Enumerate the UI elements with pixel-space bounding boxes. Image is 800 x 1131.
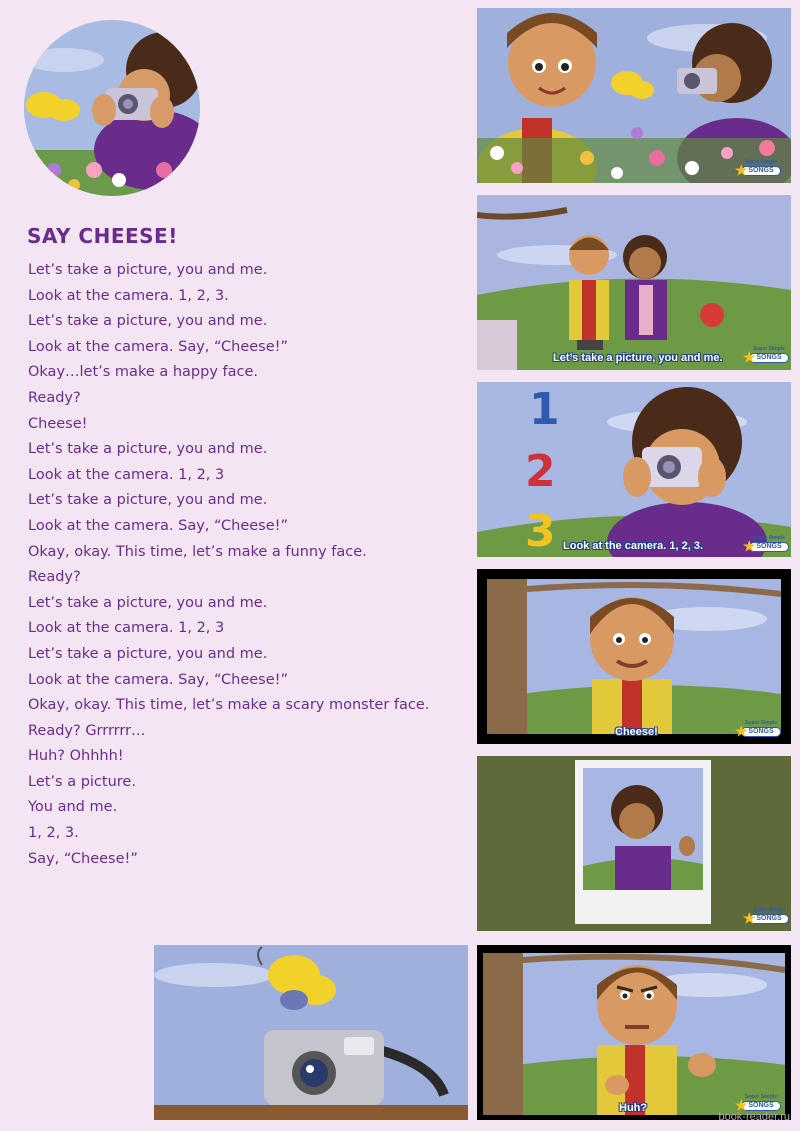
frame2-subtitle: Let’s take a picture, you and me.: [553, 352, 723, 364]
watermark: book-reader.ru: [718, 1111, 790, 1123]
super-simple-songs-logo: ★ Super Simple SONGS: [749, 345, 789, 367]
lyric-line: Let’s take a picture, you and me.: [28, 645, 268, 662]
lyric-line: Let’s take a picture, you and me.: [28, 262, 268, 278]
lyrics-block: [28, 258, 429, 872]
super-simple-songs-logo: ★ Super Simple SONGS: [741, 1093, 781, 1115]
super-simple-songs-logo: ★ Super Simple SONGS: [749, 906, 789, 928]
lyric-line: Look at the camera. Say, “Cheese!”: [28, 517, 288, 534]
number-2: 2: [525, 446, 556, 497]
video-frame-scary-face: [477, 945, 791, 1120]
lyric-line: Let’s a picture.: [28, 773, 136, 790]
lyric-line: Okay, okay. This time, let’s make a funny face.: [28, 543, 367, 560]
video-frame-kids-with-flowers: [477, 8, 791, 183]
song-title: SAY CHEESE!: [27, 224, 178, 248]
super-simple-songs-logo: ★ Super Simple SONGS: [741, 158, 781, 180]
super-simple-songs-logo: ★ Super Simple SONGS: [749, 534, 789, 556]
lyric-line: Okay, okay. This time, let’s make a scary monster face.: [28, 697, 430, 714]
lyric-line: Ready? Grrrrrr…: [28, 722, 146, 739]
frame7-subtitle: Huh?: [619, 1102, 648, 1114]
video-frame-kids-in-field: [477, 195, 791, 370]
super-simple-songs-logo: ★ Super Simple SONGS: [741, 719, 781, 741]
lyric-line: Look at the camera. Say, “Cheese!”: [28, 338, 288, 355]
video-frame-camera-with-butterfly: [154, 945, 468, 1120]
lyric-line: Look at the camera. 1, 2, 3.: [28, 287, 229, 304]
lyric-line: Say, “Cheese!”: [28, 850, 138, 867]
lyric-line: 1, 2, 3.: [28, 825, 79, 842]
lyric-line: Okay…let’s make a happy face.: [28, 364, 259, 381]
video-frame-happy-face: [477, 569, 791, 744]
video-frame-polaroid: [477, 756, 791, 931]
number-1: 1: [529, 384, 560, 435]
lyric-line: Huh? Ohhhh!: [28, 748, 124, 765]
lyric-line: Cheese!: [28, 415, 88, 432]
lyric-line: Let’s take a picture, you and me.: [28, 313, 268, 330]
lyric-line: Look at the camera. 1, 2, 3: [28, 466, 225, 483]
lyric-line: Ready?: [28, 569, 81, 586]
video-frame-counting: [477, 382, 791, 557]
frame3-subtitle: Look at the camera. 1, 2, 3.: [563, 540, 704, 552]
frame4-subtitle: Cheese!: [615, 726, 658, 738]
lyric-line: You and me.: [28, 799, 118, 816]
circle-photo-child-with-camera: [24, 20, 200, 196]
lyric-line: Let’s take a picture, you and me.: [28, 594, 268, 611]
lyric-line: Look at the camera. Say, “Cheese!”: [28, 671, 288, 688]
lyric-line: Let’s take a picture, you and me.: [28, 492, 268, 509]
number-3: 3: [525, 506, 556, 557]
lyric-line: Let’s take a picture, you and me.: [28, 441, 268, 458]
lyric-line: Ready?: [28, 389, 81, 406]
lyric-line: Look at the camera. 1, 2, 3: [28, 620, 225, 637]
